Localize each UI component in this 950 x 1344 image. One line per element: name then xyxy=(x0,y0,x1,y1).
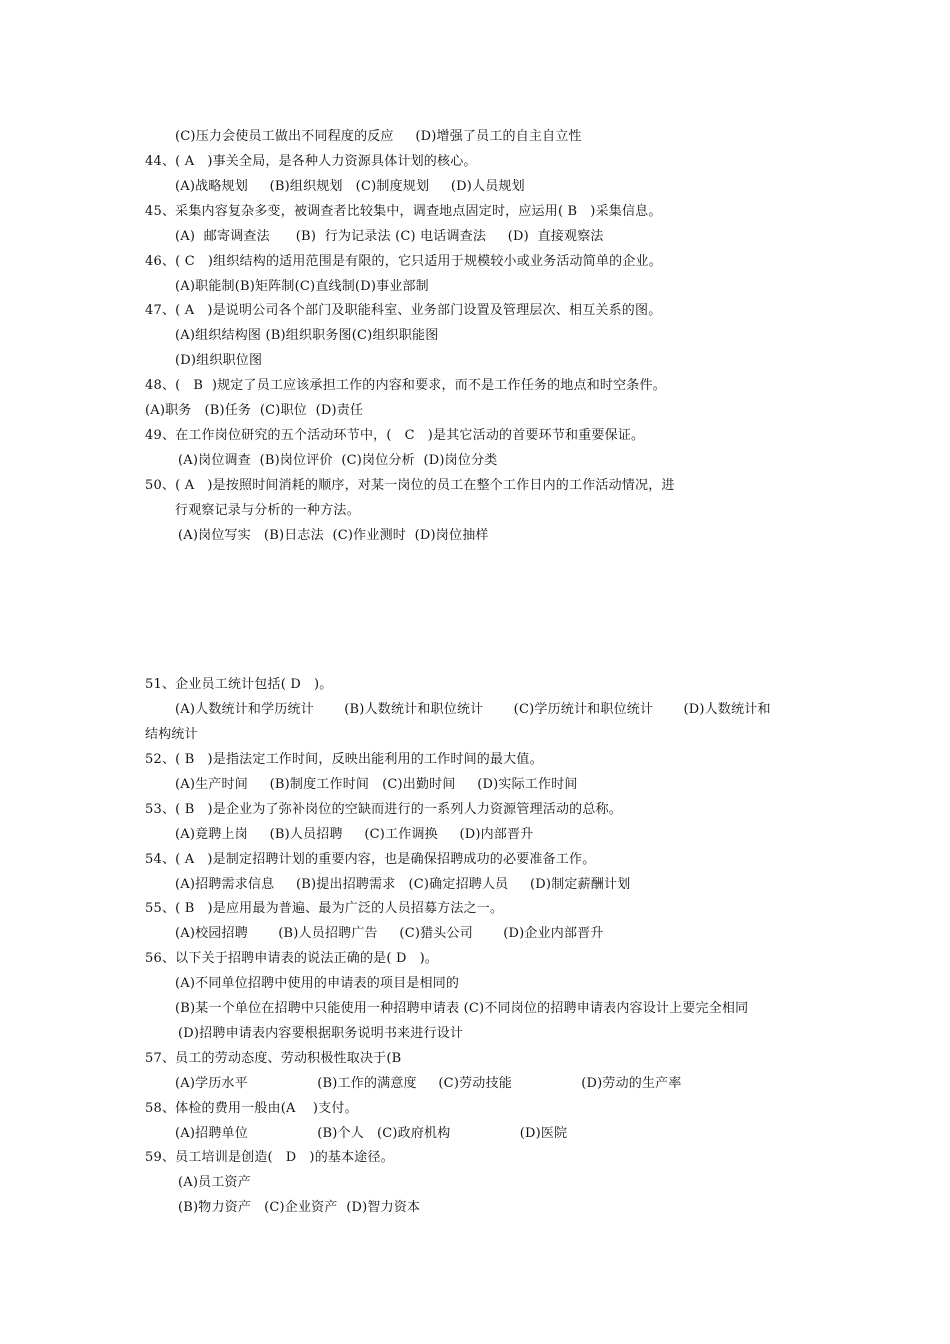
options-55: (A)校园招聘 (B)人员招聘广告 (C)猎头公司 (D)企业内部晋升 xyxy=(175,926,604,941)
question-55: 55、( B )是应用最为普遍、最为广泛的人员招募方法之一。 xyxy=(145,901,504,916)
question-53: 53、( B )是企业为了弥补岗位的空缺而进行的一系列人力资源管理活动的总称。 xyxy=(145,802,622,817)
options-56-bc: (B)某一个单位在招聘中只能使用一种招聘申请表 (C)不同岗位的招聘申请表内容设计上要完全相同 xyxy=(175,1001,749,1016)
question-58: 58、体检的费用一般由(A )支付。 xyxy=(145,1101,358,1116)
options-50: (A)岗位写实 (B)日志法 (C)作业测时 (D)岗位抽样 xyxy=(178,528,489,543)
options-53: (A)竟聘上岗 (B)人员招聘 (C)工作调换 (D)内部晋升 xyxy=(175,827,534,842)
options-59-a: (A)员工资产 xyxy=(178,1175,251,1190)
options-58: (A)招聘单位 (B)个人 (C)政府机构 (D)医院 xyxy=(175,1126,568,1141)
question-50-cont: 行观察记录与分析的一种方法。 xyxy=(175,503,360,518)
question-47: 47、( A )是说明公司各个部门及职能科室、业务部门设置及管理层次、相互关系的图。 xyxy=(145,303,662,318)
question-44: 44、( A )事关全局，是各种人力资源具体计划的核心。 xyxy=(145,154,477,169)
options-45: (A) 邮寄调查法 (B) 行为记录法 (C) 电话调查法 (D) 直接观察法 xyxy=(175,229,604,244)
options-48: (A)职务 (B)任务 (C)职位 (D)责任 xyxy=(145,403,364,418)
options-56-a: (A)不同单位招聘中使用的申请表的项目是相同的 xyxy=(175,976,460,991)
question-57: 57、员工的劳动态度、劳动积极性取决于(B xyxy=(145,1051,402,1066)
question-50: 50、( A )是按照时间消耗的顺序，对某一岗位的员工在整个工作日内的工作活动情况，进 xyxy=(145,478,675,493)
options-57: (A)学历水平 (B)工作的满意度 (C)劳动技能 (D)劳动的生产率 xyxy=(175,1076,682,1091)
question-54: 54、( A )是制定招聘计划的重要内容，也是确保招聘成功的必要准备工作。 xyxy=(145,852,596,867)
options-51: (A)人数统计和学历统计 (B)人数统计和职位统计 (C)学历统计和职位统计 (D)人数统计和 xyxy=(175,702,771,717)
options-47: (A)组织结构图 (B)组织职务图(C)组织职能图 xyxy=(175,328,439,343)
question-45: 45、采集内容复杂多变，被调查者比较集中，调查地点固定时，应运用( B )采集信息。 xyxy=(145,204,662,219)
question-48: 48、( B )规定了员工应该承担工作的内容和要求，而不是工作任务的地点和时空条件。 xyxy=(145,378,666,393)
options-51-cont: 结构统计 xyxy=(145,727,198,742)
options-49: (A)岗位调查 (B)岗位评价 (C)岗位分析 (D)岗位分类 xyxy=(178,453,498,468)
option-line-43: (C)压力会使员工做出不同程度的反应 (D)增强了员工的自主自立性 xyxy=(175,129,582,144)
question-52: 52、( B )是指法定工作时间，反映出能利用的工作时间的最大值。 xyxy=(145,752,543,767)
options-54: (A)招聘需求信息 (B)提出招聘需求 (C)确定招聘人员 (D)制定薪酬计划 xyxy=(175,877,631,892)
options-46: (A)职能制(B)矩阵制(C)直线制(D)事业部制 xyxy=(175,279,429,294)
options-59-bcd: (B)物力资产 (C)企业资产 (D)智力资本 xyxy=(178,1200,421,1215)
question-51: 51、企业员工统计包括( D )。 xyxy=(145,677,333,692)
question-59: 59、员工培训是创造( D )的基本途径。 xyxy=(145,1150,394,1165)
options-47-cont: (D)组织职位图 xyxy=(175,353,263,368)
question-56: 56、以下关于招聘申请表的说法正确的是( D )。 xyxy=(145,951,439,966)
question-46: 46、( C )组织结构的适用范围是有限的，它只适用于规模较小或业务活动简单的企业。 xyxy=(145,254,662,269)
options-56-d: (D)招聘申请表内容要根据职务说明书来进行设计 xyxy=(178,1026,464,1041)
question-49: 49、在工作岗位研究的五个活动环节中，( C )是其它活动的首要环节和重要保证。 xyxy=(145,428,645,443)
options-52: (A)生产时间 (B)制度工作时间 (C)出勤时间 (D)实际工作时间 xyxy=(175,777,578,792)
options-44: (A)战略规划 (B)组织规划 (C)制度规划 (D)人员规划 xyxy=(175,179,525,194)
